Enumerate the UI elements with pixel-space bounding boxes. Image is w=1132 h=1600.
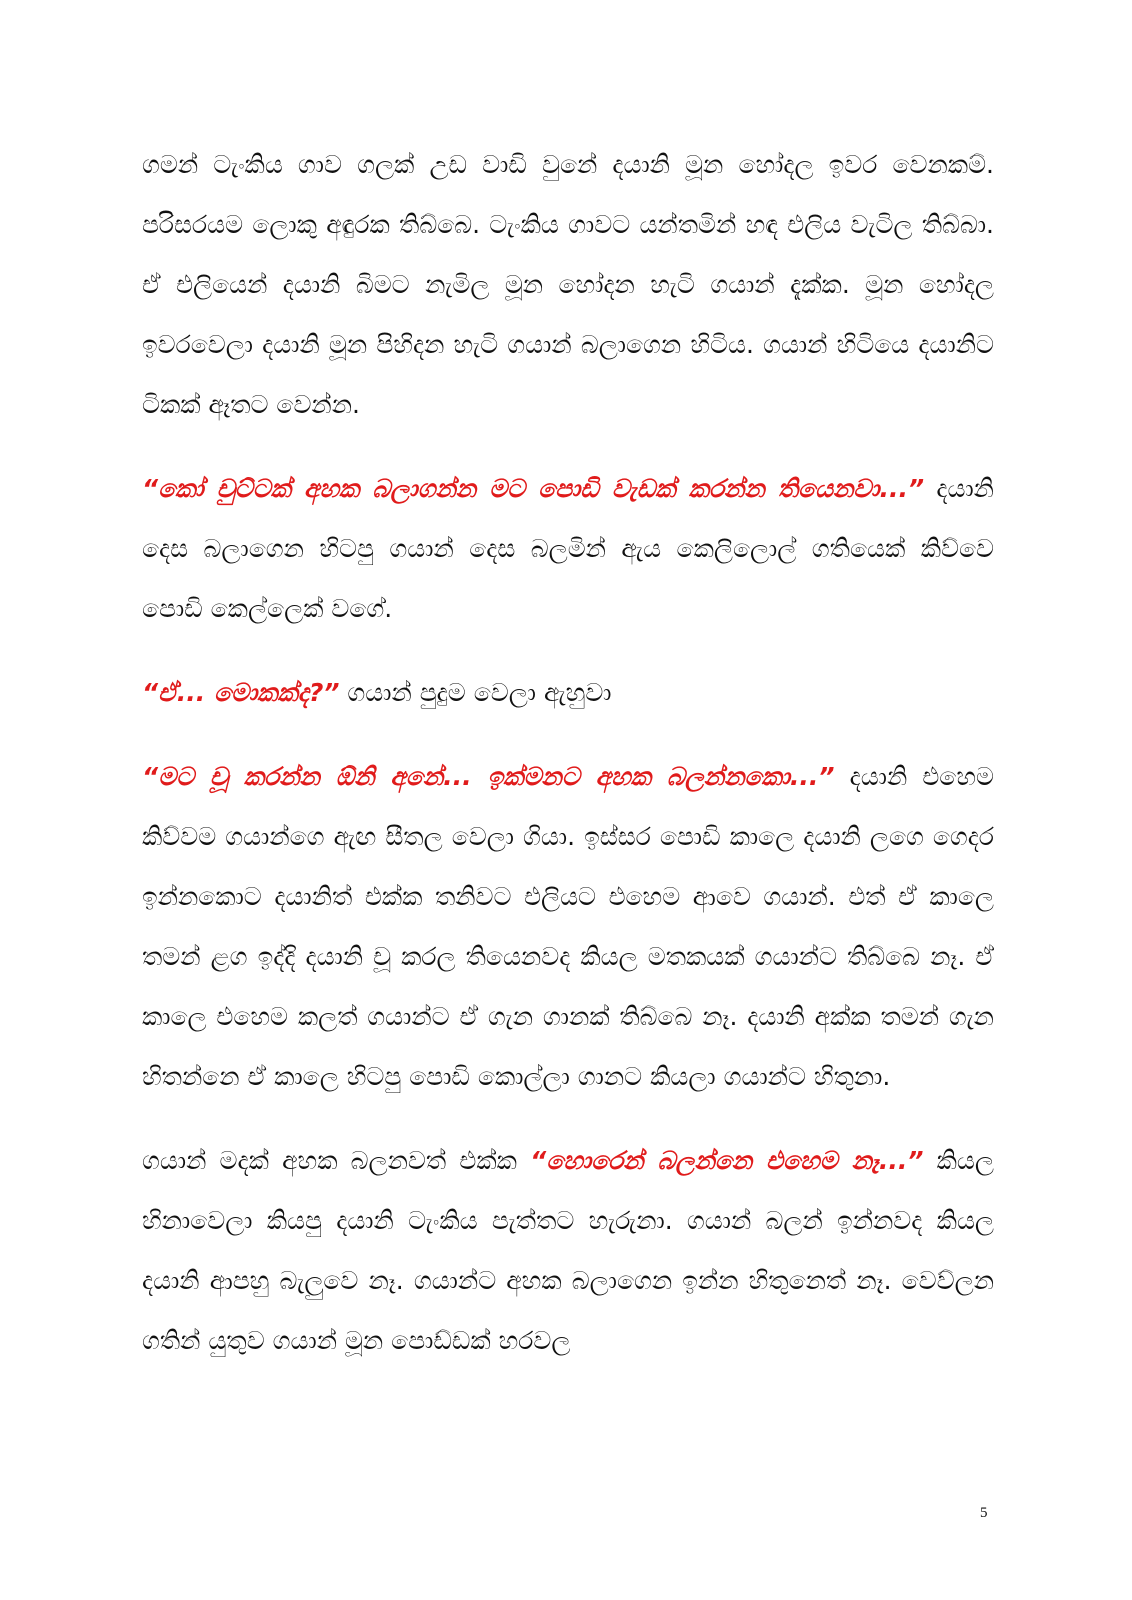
narration-text: කියල හිනාවෙලා කියපු දයානි ටැංකිය පැත්තට හැරුනා. ගයාන් බලන් ඉන්නවද කියල දයානි ආපහු බැලුවෙ නෑ. ගයාන්ට අහක බලාගෙන ඉන්න හිතුනෙත් නෑ. වෙව්ලන ගතින් යුතුව ගයාන් මූන පොඩ්ඩක් හරවල: [142, 1146, 994, 1355]
page-number: 5: [980, 1505, 988, 1521]
narration-text: දයානි එහෙම කිව්වම ගයාන්ගෙ ඇඟ සීතල වෙලා ගියා. ඉස්සර පොඩි කාලෙ දයානි ලගෙ ගෙදර ඉන්නකොට දයානිත් එක්ක තනිවට එලියට එහෙම ආවෙ ගයාන්. එත් ඒ කාලෙ තමන් ළග ඉද්දි දයානි චූ කරල තියෙනවද කියල මතකයක් ගයාන්ට තිබ්බෙ නෑ. ඒ කාලෙ එහෙම කලත් ගයාන්ට ඒ ගැන ගානක් තිබ්බෙ නෑ. දයානි අක්ක තමන් ගැන හිතන්නෙ ඒ කාලෙ හිටපු පොඩි කොල්ලා ගානට කියලා ගයාන්ට හිතුනා.: [142, 762, 994, 1091]
paragraph-3: [142, 663, 994, 723]
dialogue-text: “මට චූ කරන්න ඕනි අනේ... ඉක්මනට අහක බලන්නකො...”: [142, 762, 835, 791]
paragraph-1: [142, 135, 994, 435]
paragraph-5: [142, 1131, 994, 1371]
paragraph-4: [142, 747, 994, 1107]
paragraph-2: [142, 459, 994, 639]
narration-text: ගයාන් මදක් අහක බලනවත් එක්ක: [142, 1146, 531, 1175]
narration-text: ගමන් ටැංකිය ගාව ගලක් උඩ වාඩි වුනේ දයානි මූන හෝදල ඉවර වෙනකම්. පරිසරයම ලොකු අඳුරක තිබ්බෙ. ටැංකිය ගාවට යන්තමින් හඳ එලිය වැටිල තිබ්බා. ඒ එලියෙන් දයානි බිමට නැමිල මූන හෝදන හැටි ගයාන් දැක්ක. මූන හෝදල ඉවරවෙලා දයානි මූන පිහිදන හැටි ගයාන් බලාගෙන හිටිය. ගයාන් හිටියෙ දයානිට ටිකක් ඈතට වෙන්න.: [142, 150, 994, 419]
document-page: [142, 135, 994, 1395]
dialogue-text: “ඒ... මොකක්ද?”: [142, 678, 340, 707]
narration-text: දයානි දෙස බලාගෙන හිටපු ගයාන් දෙස බලමින් ඇය කෙලිලොල් ගතියෙක් කිව්වෙ පොඩි කෙල්ලෙක් වගේ.: [142, 474, 994, 623]
dialogue-text: “කෝ චුට්ටක් අහක බලාගන්න මට පොඩි වැඩක් කරන්න තියෙනවා...”: [142, 474, 925, 503]
narration-text: ගයාන් පුදුම වෙලා ඇහුවා: [339, 678, 612, 707]
dialogue-text: “හොරෙන් බලන්නෙ එහෙම නෑ...”: [530, 1146, 924, 1175]
